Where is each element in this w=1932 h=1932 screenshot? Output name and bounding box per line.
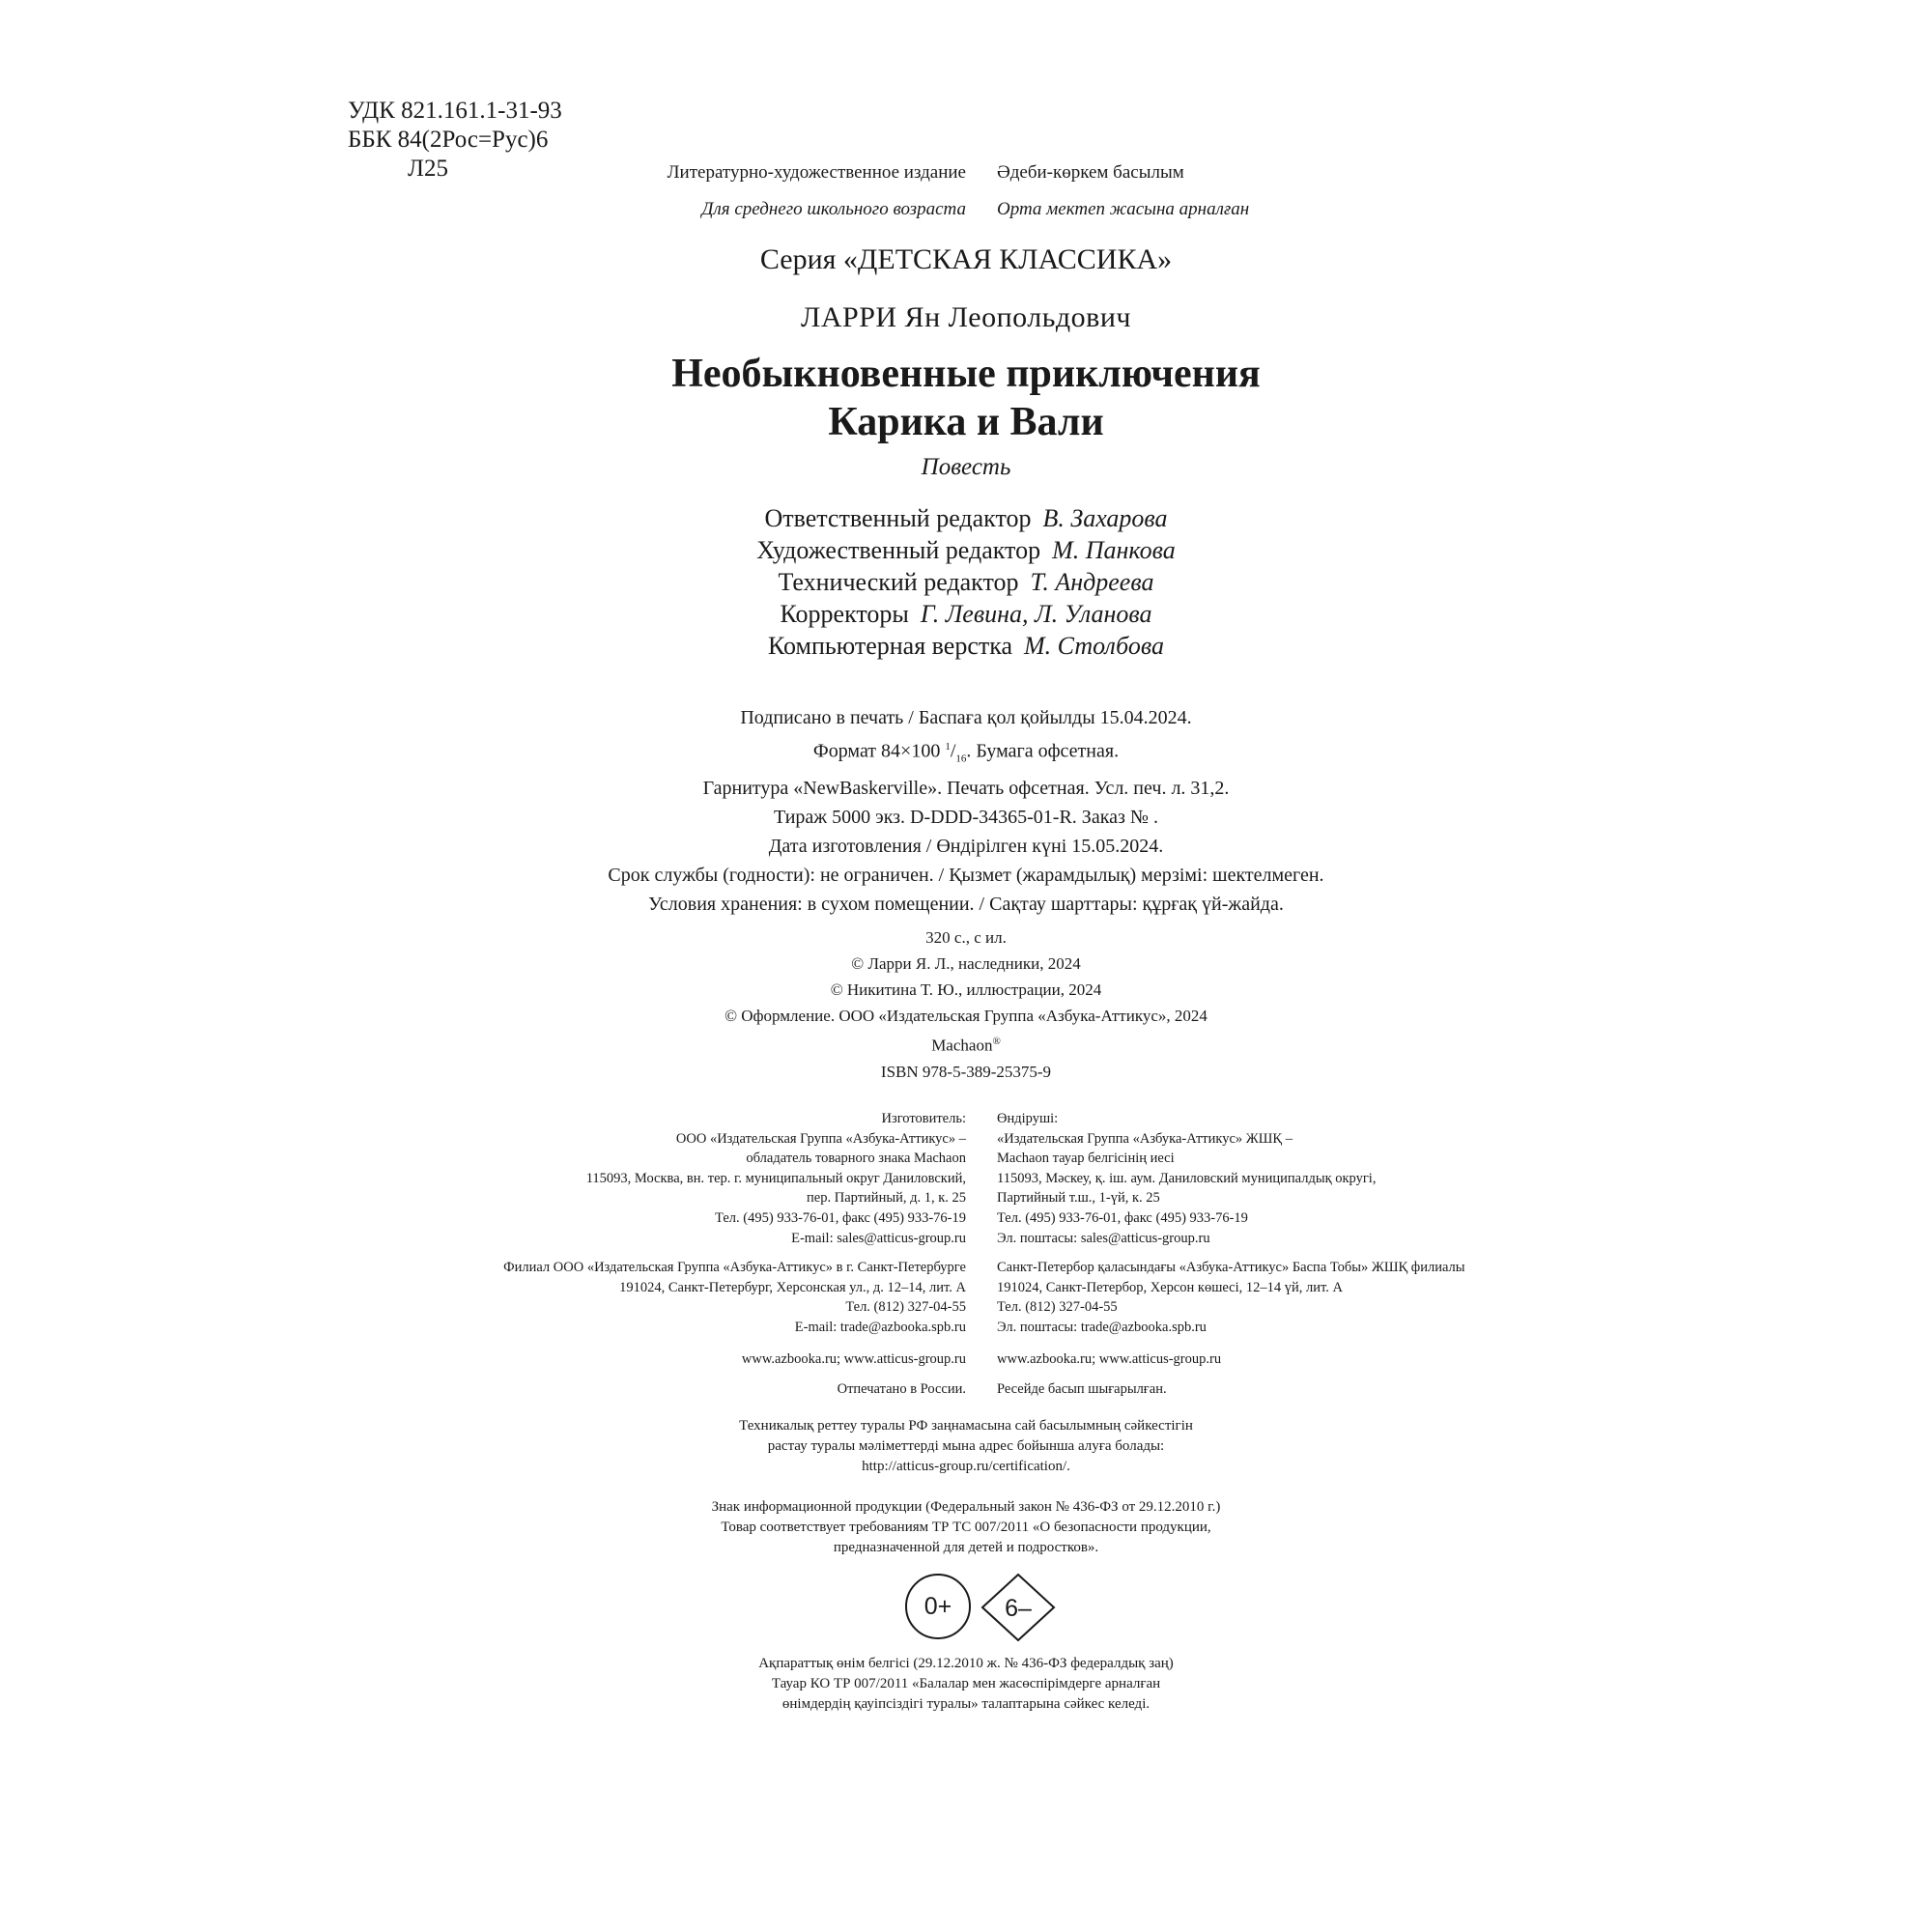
series-name: Серия «ДЕТСКАЯ КЛАССИКА» bbox=[759, 243, 1173, 275]
age-ru: Для среднего школьного возраста bbox=[701, 199, 966, 219]
book-title bbox=[0, 350, 1932, 446]
mfr-kz-line: Эл. поштасы: sales@atticus-group.ru bbox=[997, 1230, 1210, 1246]
branch-ru-line: E-mail: trade@azbooka.spb.ru bbox=[794, 1319, 966, 1335]
branch-kz-line: Эл. поштасы: trade@azbooka.spb.ru bbox=[997, 1319, 1207, 1335]
branch-ru-line: 191024, Санкт-Петербург, Херсонская ул., д. 12–14, лит. А bbox=[619, 1279, 966, 1295]
format-den: 16 bbox=[955, 753, 967, 765]
credit-role: Технический редактор bbox=[778, 568, 1019, 596]
copyright-illustrator: © Никитина Т. Ю., иллюстрации, 2024 bbox=[830, 980, 1102, 999]
age-rating-diamond-label: 6– bbox=[1005, 1595, 1032, 1622]
manufacturer-kz bbox=[997, 1109, 1376, 1248]
credit-person: М. Панкова bbox=[1052, 536, 1176, 564]
printed-in-kz: Ресейде басып шығарылған. bbox=[997, 1381, 1167, 1397]
age-kz: Орта мектеп жасына арналған bbox=[997, 199, 1250, 219]
branch-ru-line: Тел. (812) 327-04-55 bbox=[845, 1299, 966, 1316]
law-kz-line: Тауар КО ТР 007/2011 «Балалар мен жасөспірімдерге арналған bbox=[771, 1676, 1161, 1691]
branch-ru bbox=[503, 1258, 966, 1337]
credit-role: Ответственный редактор bbox=[764, 504, 1032, 532]
credit-row bbox=[0, 566, 1932, 598]
copyright-author: © Ларри Я. Л., наследники, 2024 bbox=[851, 954, 1081, 973]
web-links-kz: www.azbooka.ru; www.atticus-group.ru bbox=[997, 1351, 1222, 1367]
branch-kz bbox=[997, 1258, 1465, 1337]
mfr-kz-line: Machaon тауар белгісінің иесі bbox=[997, 1151, 1175, 1167]
title-line-1: Необыкновенные приключения bbox=[671, 352, 1261, 396]
credit-row bbox=[0, 534, 1932, 566]
branch-kz-line: 191024, Санкт-Петербор, Херсон көшесі, 12–14 үй, лит. А bbox=[997, 1279, 1343, 1295]
branch-ru-line: Филиал ООО «Издательская Группа «Азбука-Аттикус» в г. Санкт-Петербурге bbox=[503, 1260, 966, 1275]
branch-kz-line: Санкт-Петербор қаласындағы «Азбука-Аттикус» Баспа Тобы» ЖШҚ филиалы bbox=[997, 1260, 1465, 1275]
credit-role: Художественный редактор bbox=[756, 536, 1041, 564]
law-ru-line: предназначенной для детей и подростков». bbox=[833, 1540, 1099, 1555]
edition-type-kz: Әдеби-көркем басылым bbox=[997, 162, 1184, 183]
credit-row bbox=[0, 502, 1932, 534]
copyright-design: © Оформление. ООО «Издательская Группа «Азбука-Аттикус», 2024 bbox=[724, 1007, 1208, 1025]
shelf-life: Срок службы (годности): не ограничен. / Қызмет (жарамдылық) мерзімі: шектелмеген. bbox=[608, 864, 1324, 886]
credit-person: Г. Левина, Л. Уланова bbox=[920, 600, 1152, 628]
format-num: 1 bbox=[945, 741, 951, 753]
classification-block bbox=[348, 97, 562, 184]
mfr-ru-line: 115093, Москва, вн. тер. г. муниципальный округ Даниловский, bbox=[585, 1170, 966, 1186]
mfr-ru-line: Изготовитель: bbox=[881, 1111, 966, 1126]
cert-line: Техникалық реттеу туралы РФ заңнамасына сай басылымның сәйкестігін bbox=[739, 1418, 1193, 1434]
credit-row bbox=[0, 630, 1932, 662]
genre: Повесть bbox=[921, 454, 1011, 480]
registered-mark: ® bbox=[992, 1036, 1001, 1047]
cert-url: http://atticus-group.ru/certification/. bbox=[862, 1459, 1070, 1474]
credit-role: Компьютерная верстка bbox=[767, 632, 1013, 660]
bbk-code: ББК 84(2Рос=Рус)6 bbox=[348, 127, 549, 153]
title-line-2: Карика и Вали bbox=[828, 400, 1104, 444]
manufacturer-ru bbox=[586, 1109, 966, 1248]
print-details bbox=[0, 703, 1932, 919]
copyright-block bbox=[0, 924, 1932, 1085]
storage-conditions: Условия хранения: в сухом помещении. / Сақтау шарттары: құрғақ үй-жайда. bbox=[648, 893, 1284, 915]
mfr-kz-line: 115093, Мәскеу, қ. іш. аум. Даниловский муниципалдық округі, bbox=[997, 1170, 1377, 1186]
age-rating-diamond-icon bbox=[980, 1573, 1056, 1642]
age-rating-marks bbox=[905, 1573, 1060, 1646]
typeface-line: Гарнитура «NewBaskerville». Печать офсетная. Усл. печ. л. 31,2. bbox=[702, 777, 1230, 799]
info-product-law-ru bbox=[0, 1497, 1932, 1558]
isbn: ISBN 978-5-389-25375-9 bbox=[880, 1062, 1052, 1081]
brand-name: Machaon bbox=[931, 1036, 993, 1055]
mfr-kz-line: Партийный т.ш., 1-үй, к. 25 bbox=[997, 1190, 1160, 1207]
mfr-ru-line: пер. Партийный, д. 1, к. 25 bbox=[807, 1190, 966, 1207]
credit-person: В. Захарова bbox=[1042, 504, 1168, 532]
credit-person: Т. Андреева bbox=[1030, 568, 1154, 596]
mfr-ru-line: Тел. (495) 933-76-01, факс (495) 933-76-19 bbox=[715, 1209, 966, 1226]
web-links-ru: www.azbooka.ru; www.atticus-group.ru bbox=[741, 1351, 966, 1367]
credit-row bbox=[0, 598, 1932, 630]
edition-type-ru: Литературно-художественное издание bbox=[667, 162, 966, 183]
mfr-ru-line: обладатель товарного знака Machaon bbox=[746, 1151, 966, 1167]
format-suffix: . Бумага офсетная. bbox=[966, 740, 1120, 762]
udk-code: УДК 821.161.1-31-93 bbox=[348, 98, 562, 124]
format-prefix: Формат 84×100 bbox=[812, 740, 946, 762]
print-run: Тираж 5000 экз. D-DDD-34365-01-R. Заказ № . bbox=[774, 806, 1158, 828]
mfr-ru-line: ООО «Издательская Группа «Азбука-Аттикус» – bbox=[675, 1130, 966, 1147]
mfr-kz-line: Өндіруші: bbox=[997, 1111, 1059, 1126]
brand-line bbox=[0, 1029, 1932, 1059]
certification-note bbox=[0, 1416, 1932, 1477]
page-count: 320 с., с ил. bbox=[925, 928, 1007, 947]
info-product-law-kz bbox=[0, 1654, 1932, 1715]
law-ru-line: Товар соответствует требованиям ТР ТС 007/2011 «О безопасности продукции, bbox=[721, 1520, 1211, 1535]
mfr-kz-line: Тел. (495) 933-76-01, факс (495) 933-76-19 bbox=[997, 1209, 1248, 1226]
law-kz-line: Ақпараттық өнім белгісі (29.12.2010 ж. № 436-ФЗ федералдық заң) bbox=[758, 1656, 1174, 1671]
format-line: Формат 84×100 $^1/_{16}$. Бумага офсетная. bbox=[812, 740, 1120, 765]
credits-list bbox=[0, 502, 1932, 662]
branch-kz-line: Тел. (812) 327-04-55 bbox=[997, 1299, 1118, 1316]
law-ru-line: Знак информационной продукции (Федеральный закон № 436-ФЗ от 29.12.2010 г.) bbox=[711, 1499, 1221, 1515]
law-kz-line: өнімдердің қауіпсіздігі туралы» талаптарына сәйкес келеді. bbox=[781, 1696, 1151, 1712]
mfr-kz-line: «Издательская Группа «Азбука-Аттикус» ЖШҚ – bbox=[997, 1130, 1293, 1147]
credit-person: М. Столбова bbox=[1024, 632, 1165, 660]
mfr-ru-line: E-mail: sales@atticus-group.ru bbox=[791, 1230, 966, 1246]
author-mark: Л25 bbox=[408, 156, 448, 182]
age-rating-circle-icon: 0+ bbox=[905, 1574, 971, 1639]
cert-line: растау туралы мәліметтерді мына адрес бойынша алуға болады: bbox=[767, 1438, 1165, 1454]
author-name: ЛАРРИ Ян Леопольдович bbox=[801, 301, 1131, 333]
signed-date: Подписано в печать / Баспаға қол қойылды 15.04.2024. bbox=[740, 707, 1192, 728]
credit-role: Корректоры bbox=[780, 600, 909, 628]
production-date: Дата изготовления / Өндірілген күні 15.05.2024. bbox=[768, 835, 1164, 857]
printed-in-ru: Отпечатано в России. bbox=[837, 1381, 966, 1397]
